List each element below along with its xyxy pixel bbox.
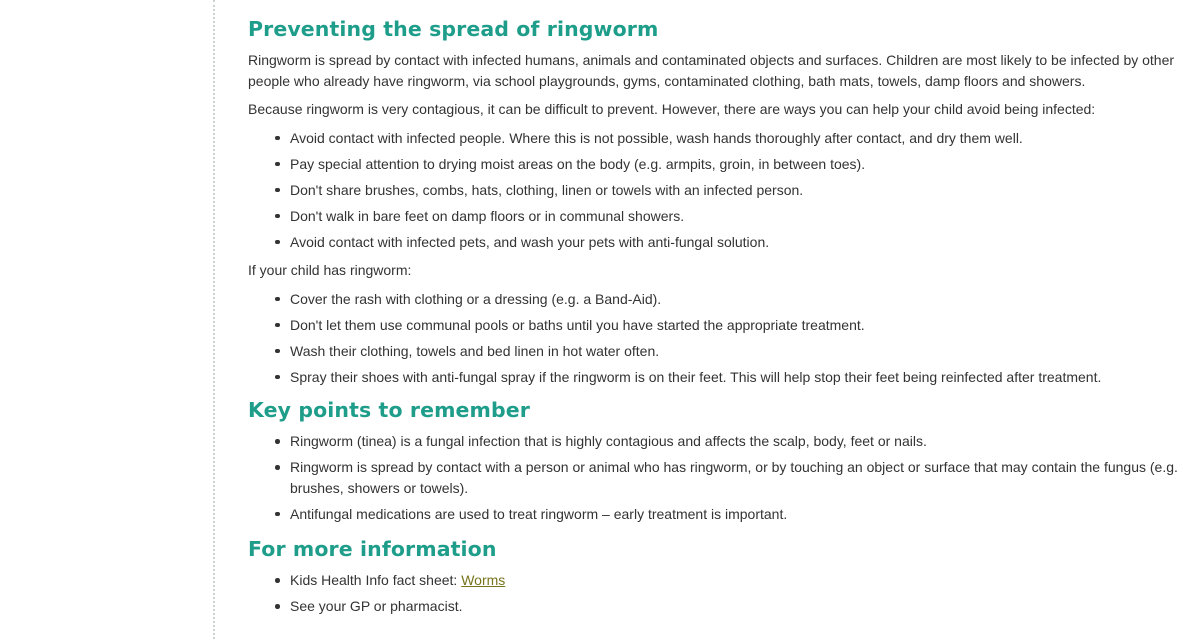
factsheet-prefix: Kids Health Info fact sheet: [290, 572, 462, 588]
section-key-points [248, 397, 1183, 524]
list-item: Antifungal medications are used to treat ringworm – early treatment is important. [290, 504, 1183, 525]
list-item: Avoid contact with infected people. Where this is not possible, wash hands thoroughly after contact, and dry them well. [290, 128, 1183, 149]
list-item: Ringworm is spread by contact with a person or animal who has ringworm, or by touching an object or surface that may contain the fungus (e.g. brushes, showers or towels). [290, 457, 1183, 498]
list-item: Don't walk in bare feet on damp floors or in communal showers. [290, 206, 1183, 227]
if-child-tips-list [248, 289, 1183, 388]
heading-preventing-spread: Preventing the spread of ringworm [248, 17, 659, 41]
list-item: See your GP or pharmacist. [290, 596, 1183, 617]
section-more-information [248, 536, 1183, 617]
paragraph-prevention-lead: Because ringworm is very contagious, it can be difficult to prevent. However, there are ways you can help your child avoid being infected: [248, 101, 1096, 117]
section-preventing-spread [248, 16, 1183, 387]
list-item: Cover the rash with clothing or a dressing (e.g. a Band-Aid). [290, 289, 1183, 310]
list-item: Wash their clothing, towels and bed linen in hot water often. [290, 341, 1183, 362]
list-item: Don't let them use communal pools or baths until you have started the appropriate treatment. [290, 315, 1183, 336]
more-info-list [248, 570, 1183, 617]
left-column-divider [213, 0, 215, 639]
paragraph-if-child-lead: If your child has ringworm: [248, 262, 412, 278]
heading-more-information: For more information [248, 537, 497, 561]
list-item: Ringworm (tinea) is a fungal infection that is highly contagious and affects the scalp, body, feet or nails. [290, 431, 1183, 452]
key-points-list [248, 431, 1183, 524]
paragraph-spread-intro: Ringworm is spread by contact with infected humans, animals and contaminated objects and surfaces. Children are most likely to be infected by other people who already have ringworm, via school playgrounds, gyms, contaminated clothing, bath mats, towels, damp floors and showers. [248, 52, 1175, 89]
article-content [248, 16, 1183, 625]
worms-factsheet-link[interactable]: Worms [461, 572, 506, 588]
list-item: Pay special attention to drying moist areas on the body (e.g. armpits, groin, in between toes). [290, 154, 1183, 175]
prevention-tips-list [248, 128, 1183, 253]
heading-key-points: Key points to remember [248, 398, 530, 422]
list-item: Spray their shoes with anti-fungal spray if the ringworm is on their feet. This will help stop their feet being reinfected after treatment. [290, 367, 1183, 388]
list-item: Don't share brushes, combs, hats, clothing, linen or towels with an infected person. [290, 180, 1183, 201]
list-item: Avoid contact with infected pets, and wash your pets with anti-fungal solution. [290, 232, 1183, 253]
list-item-factsheet [290, 570, 1183, 591]
